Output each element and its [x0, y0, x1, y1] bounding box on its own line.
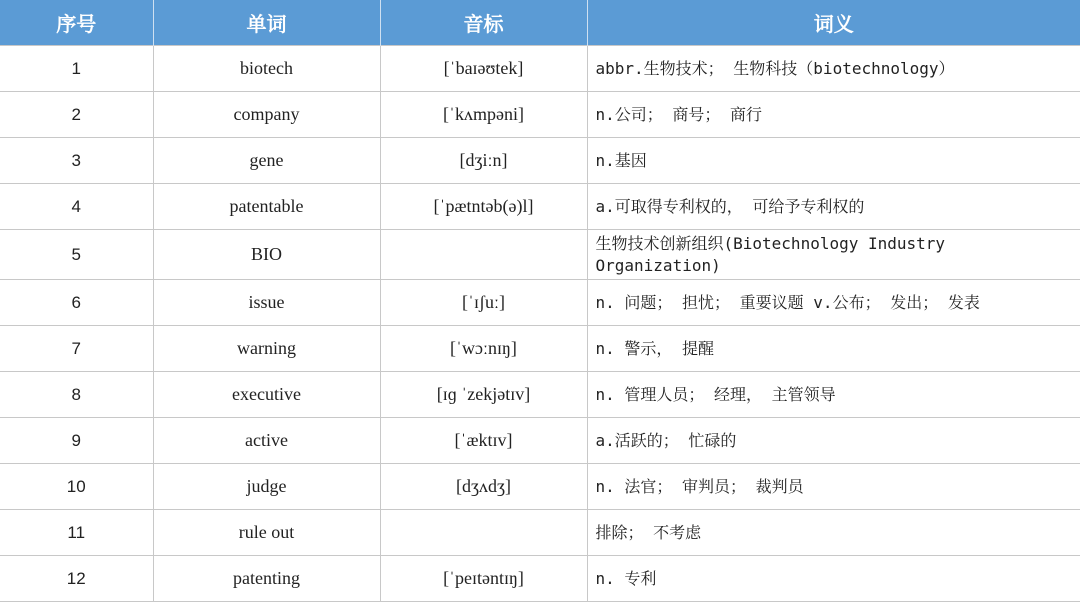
row-index: 4 — [0, 184, 153, 230]
row-word: company — [153, 92, 380, 138]
header-phonetic: 音标 — [380, 0, 587, 46]
row-word: patenting — [153, 556, 380, 602]
row-word: patentable — [153, 184, 380, 230]
header-meaning: 词义 — [587, 0, 1080, 46]
row-phonetic: [ˈɪʃuː] — [380, 280, 587, 326]
row-index: 3 — [0, 138, 153, 184]
table-row — [0, 230, 1080, 280]
table-row — [0, 372, 1080, 418]
table-row — [0, 92, 1080, 138]
row-word: warning — [153, 326, 380, 372]
row-meaning: n.基因 — [587, 138, 1080, 184]
row-index: 9 — [0, 418, 153, 464]
row-phonetic: [ɪɡ ˈzekjətɪv] — [380, 372, 587, 418]
table-row — [0, 46, 1080, 92]
row-meaning: n. 警示， 提醒 — [587, 326, 1080, 372]
table-row — [0, 556, 1080, 602]
header-row — [0, 0, 1080, 46]
row-index: 5 — [0, 230, 153, 280]
row-phonetic: [dʒʌdʒ] — [380, 464, 587, 510]
header-word: 单词 — [153, 0, 380, 46]
table-row — [0, 280, 1080, 326]
row-meaning: n. 问题； 担忧； 重要议题 v.公布； 发出； 发表 — [587, 280, 1080, 326]
row-phonetic: [ˈbaɪəʊtek] — [380, 46, 587, 92]
row-index: 11 — [0, 510, 153, 556]
row-meaning: abbr.生物技术； 生物科技（biotechnology） — [587, 46, 1080, 92]
row-word: rule out — [153, 510, 380, 556]
header-index: 序号 — [0, 0, 153, 46]
row-word: gene — [153, 138, 380, 184]
row-meaning: n. 法官； 审判员； 裁判员 — [587, 464, 1080, 510]
table-row — [0, 418, 1080, 464]
row-index: 6 — [0, 280, 153, 326]
row-phonetic: [dʒiːn] — [380, 138, 587, 184]
row-phonetic: [ˈæktɪv] — [380, 418, 587, 464]
row-meaning: n.公司； 商号； 商行 — [587, 92, 1080, 138]
row-index: 1 — [0, 46, 153, 92]
table-row — [0, 326, 1080, 372]
row-word: BIO — [153, 230, 380, 280]
table-body — [0, 46, 1080, 602]
row-meaning: 生物技术创新组织(Biotechnology Industry Organization) — [587, 230, 1080, 280]
row-meaning: n. 管理人员； 经理， 主管领导 — [587, 372, 1080, 418]
row-meaning: a.活跃的； 忙碌的 — [587, 418, 1080, 464]
row-index: 12 — [0, 556, 153, 602]
table-row — [0, 138, 1080, 184]
row-index: 8 — [0, 372, 153, 418]
row-word: biotech — [153, 46, 380, 92]
row-meaning: 排除； 不考虑 — [587, 510, 1080, 556]
table-header — [0, 0, 1080, 46]
table-row — [0, 464, 1080, 510]
table-row — [0, 510, 1080, 556]
table-row — [0, 184, 1080, 230]
row-phonetic: [ˈpætntəb(ə)l] — [380, 184, 587, 230]
row-phonetic: [ˈwɔːnɪŋ] — [380, 326, 587, 372]
row-word: judge — [153, 464, 380, 510]
row-phonetic: [ˈpeɪtəntɪŋ] — [380, 556, 587, 602]
row-word: issue — [153, 280, 380, 326]
row-phonetic — [380, 510, 587, 556]
row-index: 10 — [0, 464, 153, 510]
row-phonetic: [ˈkʌmpəni] — [380, 92, 587, 138]
row-word: active — [153, 418, 380, 464]
row-index: 2 — [0, 92, 153, 138]
row-meaning: n. 专利 — [587, 556, 1080, 602]
row-meaning: a.可取得专利权的， 可给予专利权的 — [587, 184, 1080, 230]
row-word: executive — [153, 372, 380, 418]
row-index: 7 — [0, 326, 153, 372]
row-phonetic — [380, 230, 587, 280]
